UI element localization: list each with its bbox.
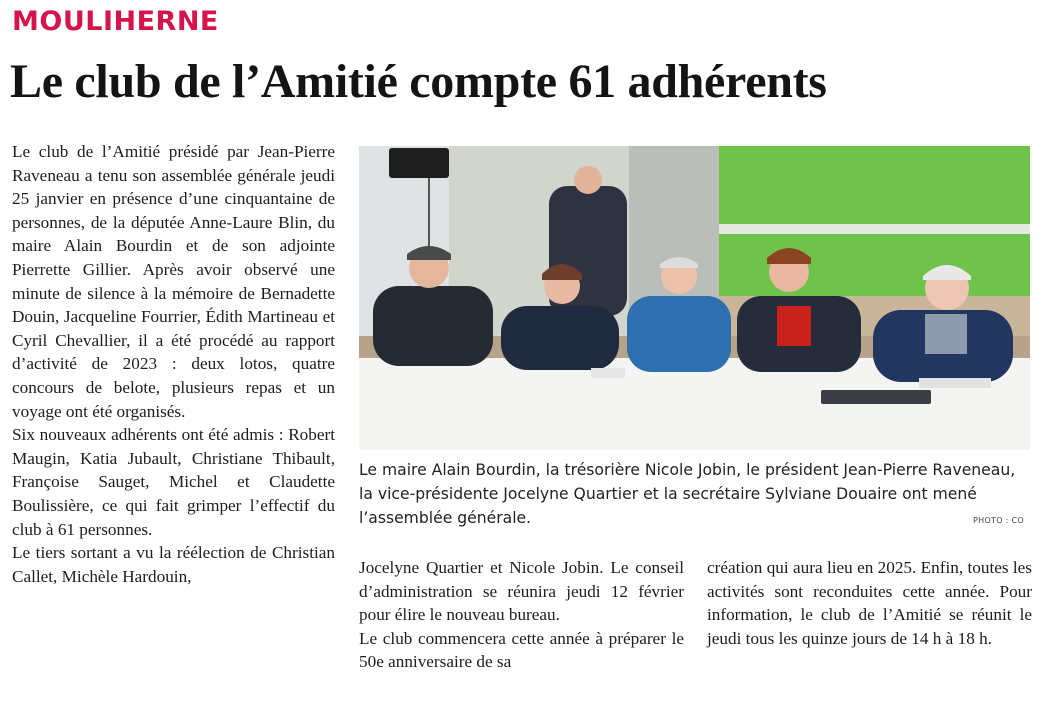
article-headline: Le club de l’Amitié compte 61 adhérents	[10, 55, 827, 108]
article-paragraph: création qui aura lieu en 2025. Enfin, toutes les activités sont reconduites cette année. Pour information, le club de l’Amitié se réunit le jeudi tous les quinze jours de 14 h à 18 h.	[707, 558, 1032, 648]
article-paragraph: Jocelyne Quartier et Nicole Jobin. Le conseil d’administration se réunira jeudi 12 février pour élire le nouveau bureau.	[359, 558, 684, 625]
article-column-3	[707, 556, 1032, 650]
article-photo	[359, 146, 1030, 450]
article-paragraph: Le tiers sortant a vu la réélection de Christian Callet, Michèle Hardouin,	[12, 543, 335, 586]
article-column-1	[12, 140, 335, 588]
article-paragraph: Six nouveaux adhérents ont été admis : Robert Maugin, Katia Jubault, Christiane Thibault, Françoise Sauget, Michel et Claudette Boulissière, ce qui fait grimper l’effectif du club à 61 personnes.	[12, 425, 335, 539]
article-column-2	[359, 556, 684, 674]
section-kicker: MOULIHERNE	[12, 6, 219, 37]
photo-caption: Le maire Alain Bourdin, la trésorière Nicole Jobin, le président Jean-Pierre Raveneau, la vice-présidente Jocelyne Quartier et la secrétaire Sylviane Douaire ont mené l’assemblée générale.	[359, 461, 1016, 527]
article-paragraph: Le club de l’Amitié présidé par Jean-Pierre Raveneau a tenu son assemblée générale jeudi 25 janvier en présence d’une cinquantaine de personnes, de la députée Anne-Laure Blin, du maire Alain Bourdin et de son adjointe Pierrette Gillier. Après avoir observé une minute de silence à la mémoire de Bernadette Douin, Jacqueline Fourrier, Édith Martineau et Cyril Chevallier, il a été procédé au rapport d’activité de 2023 : deux lotos, quatre concours de belote, plusieurs repas et un voyage ont été organisés.	[12, 142, 335, 421]
article-paragraph: Le club commencera cette année à préparer le 50e anniversaire de sa	[359, 628, 684, 672]
photo-credit: PHOTO : CO	[973, 516, 1024, 525]
